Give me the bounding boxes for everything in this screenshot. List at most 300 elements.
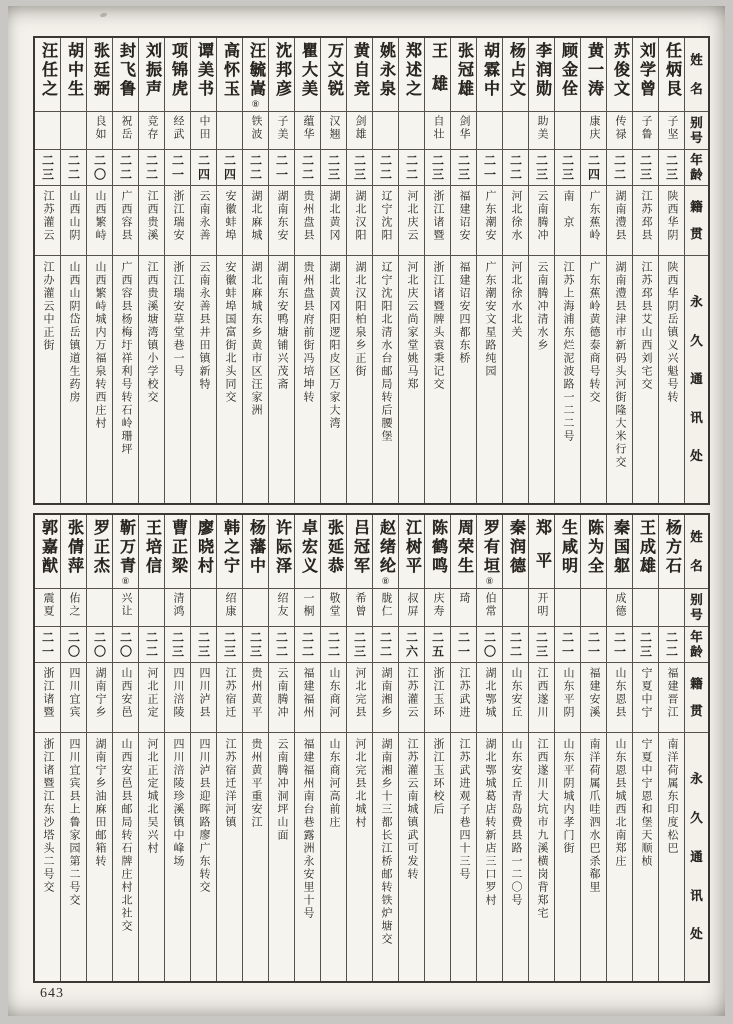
native-place-cell-text: 河北正定 (146, 667, 158, 719)
native-place-cell-text: 山东恩县 (614, 667, 626, 719)
age-cell-text: 二一 (40, 631, 55, 659)
alias-cell-text: 传禄 (614, 115, 626, 141)
address-cell (581, 255, 606, 503)
native-place-cell-text: 江西贵溪 (146, 190, 158, 242)
age-cell-text: 二五 (430, 631, 445, 659)
native-place-cell (87, 185, 112, 255)
alias-cell-text: 良如 (94, 115, 106, 141)
annotation-mark: ⑧ (121, 576, 130, 586)
name-cell (217, 38, 242, 111)
address-cell (477, 255, 502, 503)
age-cell-text: 二二 (118, 154, 133, 182)
address-cell (607, 255, 632, 503)
native-place-cell (113, 662, 138, 732)
age-cell-text: 二二 (508, 631, 523, 659)
name-cell-text: 张廷弼 (91, 42, 109, 99)
address-cell (347, 255, 372, 503)
native-place-cell (61, 185, 86, 255)
address-cell (581, 732, 606, 981)
age-cell-text: 二四 (222, 154, 237, 182)
name-cell (529, 515, 554, 588)
address-cell-text: 辽宁沈阳北清水台邮局转后腰堡 (380, 261, 392, 443)
name-cell (633, 38, 658, 111)
name-cell (269, 515, 294, 588)
name-cell-text: 郑平 (533, 519, 551, 585)
alias-cell-text: 佑之 (68, 592, 80, 618)
header-char: 贯 (690, 703, 703, 718)
header-column (684, 38, 708, 503)
alias-cell (61, 111, 86, 149)
address-cell (217, 732, 242, 981)
age-cell (87, 626, 112, 662)
age-cell (139, 149, 164, 185)
native-place-cell (113, 185, 138, 255)
name-cell-text: 陈为全 (585, 519, 603, 576)
alias-cell (399, 588, 424, 626)
address-cell (295, 255, 320, 503)
header-alias (685, 111, 708, 149)
age-cell (87, 149, 112, 185)
name-cell-text: 生咸明 (559, 519, 577, 576)
person-column (320, 38, 346, 503)
alias-cell (555, 588, 580, 626)
alias-cell (477, 111, 502, 149)
age-cell (139, 626, 164, 662)
native-place-cell (425, 662, 450, 732)
native-place-cell (269, 185, 294, 255)
alias-cell (373, 588, 398, 626)
native-place-cell (451, 662, 476, 732)
native-place-cell (633, 662, 658, 732)
age-cell (113, 149, 138, 185)
name-cell (451, 515, 476, 588)
address-cell (503, 732, 528, 981)
age-cell-text: 二一 (612, 631, 627, 659)
alias-cell-text: 康庆 (588, 115, 600, 141)
age-cell (503, 626, 528, 662)
age-cell (529, 626, 554, 662)
name-cell-text: 罗有垣 (481, 519, 499, 576)
person-column (424, 38, 450, 503)
native-place-cell-text: 浙江玉环 (432, 667, 444, 719)
native-place-cell-text: 云南腾冲 (536, 190, 548, 242)
address-cell (633, 255, 658, 503)
age-cell (451, 149, 476, 185)
person-column (320, 515, 346, 981)
person-column (60, 38, 86, 503)
header-char: 年 (690, 153, 703, 167)
native-place-cell-text: 贵州黄平 (250, 667, 262, 719)
age-cell-text: 二二 (326, 631, 341, 659)
name-cell-text: 郭嘉猷 (39, 519, 57, 576)
native-place-cell-text: 山西繁峙 (94, 190, 106, 242)
name-cell-text: 张倩萍 (65, 519, 83, 576)
person-column (502, 515, 528, 981)
age-cell (555, 149, 580, 185)
header-char: 名 (690, 558, 703, 573)
name-cell (503, 38, 528, 111)
native-place-cell (555, 662, 580, 732)
alias-cell (503, 111, 528, 149)
native-place-cell (295, 185, 320, 255)
header-char: 年 (690, 630, 703, 644)
person-column (632, 38, 658, 503)
native-place-cell (139, 662, 164, 732)
address-cell (87, 255, 112, 503)
native-place-cell (243, 662, 268, 732)
age-cell-text: 二二 (404, 154, 419, 182)
alias-cell (659, 111, 684, 149)
age-cell (321, 626, 346, 662)
header-char: 籍 (690, 676, 703, 691)
native-place-cell (35, 662, 60, 732)
name-cell (425, 515, 450, 588)
name-cell-text: 姚永泉 (377, 42, 395, 99)
native-place-cell (191, 185, 216, 255)
header-char: 讯 (690, 888, 703, 903)
address-cell-text: 山东平阴城内孝门街 (562, 738, 574, 855)
address-cell-text: 浙江诸暨牌头袁秉记交 (432, 261, 444, 391)
person-column (346, 515, 372, 981)
age-cell (607, 626, 632, 662)
age-cell-text: 二三 (326, 154, 341, 182)
native-place-cell (555, 185, 580, 255)
address-cell (607, 732, 632, 981)
address-cell-text: 湖南东安鸭塘铺兴茂斋 (276, 261, 288, 391)
native-place-cell (477, 662, 502, 732)
name-cell (61, 38, 86, 111)
name-cell-text: 杨藩中 (247, 519, 265, 576)
alias-cell (243, 111, 268, 149)
header-char: 别 (690, 593, 703, 607)
address-cell (269, 732, 294, 981)
age-cell (451, 626, 476, 662)
header-native-place (685, 662, 708, 732)
age-cell-text: 二二 (248, 154, 263, 182)
name-cell-text: 黄一涛 (585, 42, 603, 99)
age-cell (35, 626, 60, 662)
address-cell-text: 江苏邳县艾山西刘宅交 (640, 261, 652, 391)
address-cell (191, 732, 216, 981)
address-cell-text: 河北正定城北吴兴村 (146, 738, 158, 855)
address-cell-text: 浙江瑞安草堂巷一号 (172, 261, 184, 378)
header-char: 名 (690, 81, 703, 96)
age-cell (243, 149, 268, 185)
native-place-cell (659, 662, 684, 732)
age-cell-text: 二三 (534, 154, 549, 182)
address-cell-text: 广东蕉岭黄德泰商号转交 (588, 261, 600, 404)
age-cell-text: 二二 (274, 631, 289, 659)
alias-cell (61, 588, 86, 626)
alias-cell-text: 叔屏 (406, 592, 418, 618)
header-address (685, 255, 708, 503)
address-cell (659, 255, 684, 503)
age-cell-text: 二三 (664, 154, 679, 182)
name-cell (295, 38, 320, 111)
native-place-cell (321, 662, 346, 732)
scanned-directory-page (8, 6, 725, 1016)
person-column (190, 38, 216, 503)
native-place-cell (659, 185, 684, 255)
person-column (580, 515, 606, 981)
age-cell (243, 626, 268, 662)
header-char: 籍 (690, 199, 703, 214)
person-column (268, 38, 294, 503)
person-column (86, 38, 112, 503)
name-cell-text: 王成雄 (637, 519, 655, 576)
alias-cell (347, 588, 372, 626)
alias-cell-text: 剑雄 (354, 115, 366, 141)
header-char: 久 (690, 333, 703, 348)
name-cell (451, 38, 476, 111)
person-column (216, 38, 242, 503)
name-cell-text: 胡中生 (65, 42, 83, 99)
native-place-cell-text: 山东平阴 (562, 667, 574, 719)
name-cell-text: 谭美书 (195, 42, 213, 99)
native-place-cell-text: 湖北黄冈 (328, 190, 340, 242)
name-cell-text: 汪毓嵩 (247, 42, 265, 99)
alias-cell (113, 111, 138, 149)
alias-cell (87, 588, 112, 626)
native-place-cell-text: 广东蕉岭 (588, 190, 600, 242)
name-cell (425, 38, 450, 111)
address-cell-text: 山西繁峙城内万福泉转西庄村 (94, 261, 106, 430)
address-cell (451, 732, 476, 981)
address-cell-text: 广西容县杨梅圩祥利号转石岭珊坪 (120, 261, 132, 456)
age-cell (529, 149, 554, 185)
address-cell-text: 江苏灌云南城镇武可发转 (406, 738, 418, 881)
header-char: 处 (690, 927, 703, 942)
age-cell-text: 二一 (482, 154, 497, 182)
person-column (528, 38, 554, 503)
person-column (268, 515, 294, 981)
native-place-cell (347, 662, 372, 732)
age-cell-text: 二〇 (66, 631, 81, 659)
address-cell-text: 湖南宁乡油麻田邮箱转 (94, 738, 106, 868)
person-column (476, 515, 502, 981)
alias-cell (165, 111, 190, 149)
directory-table-bottom (33, 513, 710, 983)
address-cell-text: 福建诏安四都东桥 (458, 261, 470, 365)
name-cell (607, 38, 632, 111)
native-place-cell-text: 四川涪陵 (172, 667, 184, 719)
alias-cell-text: 铁波 (250, 115, 262, 141)
header-char: 号 (690, 130, 703, 145)
age-cell-text: 二三 (248, 631, 263, 659)
native-place-cell-text: 湖南澧县 (614, 190, 626, 242)
address-cell-text: 贵州黄平重安江 (250, 738, 262, 829)
person-column (606, 38, 632, 503)
alias-cell-text: 绍康 (224, 592, 236, 618)
age-cell-text: 二二 (664, 631, 679, 659)
native-place-cell (243, 185, 268, 255)
alias-cell-text: 成德 (614, 592, 626, 618)
address-cell-text: 四川泸县迎晖路廖广东转交 (198, 738, 210, 894)
name-cell (477, 38, 502, 111)
person-column (35, 515, 60, 981)
alias-cell (191, 588, 216, 626)
native-place-cell (295, 662, 320, 732)
native-place-cell (607, 662, 632, 732)
age-cell (347, 626, 372, 662)
address-cell (451, 255, 476, 503)
person-column (606, 515, 632, 981)
name-cell-text: 周荣生 (455, 519, 473, 576)
alias-cell-text: 绍友 (276, 592, 288, 618)
native-place-cell (529, 185, 554, 255)
address-cell (399, 732, 424, 981)
native-place-cell-text: 浙江诸暨 (42, 667, 54, 719)
person-column (554, 38, 580, 503)
native-place-cell-text: 湖北汉阳 (354, 190, 366, 242)
name-cell (555, 38, 580, 111)
native-place-cell (503, 662, 528, 732)
header-address (685, 732, 708, 981)
header-alias (685, 588, 708, 626)
native-place-cell (347, 185, 372, 255)
name-cell-text: 许际泽 (273, 519, 291, 576)
native-place-cell (373, 185, 398, 255)
age-cell (503, 149, 528, 185)
address-cell (425, 255, 450, 503)
name-cell-text: 刘学曾 (637, 42, 655, 99)
alias-cell (659, 588, 684, 626)
alias-cell (425, 111, 450, 149)
name-cell-text: 黄自竞 (351, 42, 369, 99)
native-place-cell (321, 185, 346, 255)
alias-cell-text: 希曾 (354, 592, 366, 618)
age-cell (191, 149, 216, 185)
age-cell-text: 二一 (586, 631, 601, 659)
name-cell-text: 王培信 (143, 519, 161, 576)
name-cell (659, 515, 684, 588)
age-cell-text: 二一 (170, 154, 185, 182)
age-cell (321, 149, 346, 185)
alias-cell-text: 胧仁 (380, 592, 392, 618)
ink-speck (100, 12, 108, 18)
address-cell-text: 河北徐水北关 (510, 261, 522, 339)
address-cell-text: 河北完县北城村 (354, 738, 366, 829)
name-cell-text: 任炳艮 (663, 42, 681, 99)
name-cell-text: 项锦虎 (169, 42, 187, 99)
address-cell-text: 湖南湘乡十三都长江桥邮转铁炉塘交 (380, 738, 392, 946)
native-place-cell-text: 云南腾冲 (276, 667, 288, 719)
alias-cell (607, 111, 632, 149)
alias-cell-text: 经武 (172, 115, 184, 141)
age-cell (633, 149, 658, 185)
native-place-cell (581, 185, 606, 255)
address-cell (373, 255, 398, 503)
native-place-cell-text: 福建晋江 (666, 667, 678, 719)
alias-cell (503, 588, 528, 626)
age-cell-text: 二二 (144, 631, 159, 659)
alias-cell-text: 竞存 (146, 115, 158, 141)
alias-cell-text: 祝岳 (120, 115, 132, 141)
age-cell-text: 二三 (430, 154, 445, 182)
name-cell-text: 郑述之 (403, 42, 421, 99)
annotation-mark: ⑧ (251, 99, 260, 109)
header-char: 姓 (690, 530, 703, 544)
address-cell (503, 255, 528, 503)
age-cell-text: 二二 (300, 631, 315, 659)
alias-cell (581, 111, 606, 149)
native-place-cell-text: 浙江诸暨 (432, 190, 444, 242)
person-column (424, 515, 450, 981)
age-cell-text: 二〇 (482, 631, 497, 659)
alias-cell-text: 子鲁 (640, 115, 652, 141)
name-cell-text: 廖晓村 (195, 519, 213, 576)
age-cell-text: 二六 (404, 631, 419, 659)
name-cell-text: 罗正杰 (91, 519, 109, 576)
alias-cell (87, 111, 112, 149)
header-column (684, 515, 708, 981)
alias-cell (217, 588, 242, 626)
native-place-cell-text: 河北庆云 (406, 190, 418, 242)
name-cell-text: 沈邦彦 (273, 42, 291, 99)
age-cell-text: 二四 (586, 154, 601, 182)
alias-cell-text: 汉翘 (328, 115, 340, 141)
native-place-cell (35, 185, 60, 255)
header-native-place (685, 185, 708, 255)
name-cell-text: 王雄 (429, 42, 447, 108)
person-column (632, 515, 658, 981)
name-cell (321, 38, 346, 111)
address-cell-text: 云南腾冲清水乡 (536, 261, 548, 352)
name-cell (555, 515, 580, 588)
name-cell-text: 刘振声 (143, 42, 161, 99)
native-place-cell (87, 662, 112, 732)
alias-cell (451, 111, 476, 149)
age-cell-text: 二一 (456, 631, 471, 659)
address-cell (87, 732, 112, 981)
address-cell-text: 湖北鄂城葛店转新店三口罗村 (484, 738, 496, 907)
name-cell (581, 515, 606, 588)
annotation-mark: ⑧ (381, 576, 390, 586)
name-cell (113, 38, 138, 111)
age-cell-text: 二一 (560, 631, 575, 659)
native-place-cell-text: 江苏灌云 (406, 667, 418, 719)
address-cell-text: 宁夏中宁恩和堡天顺桢 (640, 738, 652, 868)
age-cell (191, 626, 216, 662)
alias-cell-text: 敬堂 (328, 592, 340, 618)
native-place-cell-text: 湖南东安 (276, 190, 288, 242)
name-cell-text: 陈鹤鸣 (429, 519, 447, 576)
name-cell-text: 瞿大美 (299, 42, 317, 99)
native-place-cell-text: 湖南宁乡 (94, 667, 106, 719)
age-cell (425, 626, 450, 662)
name-cell-text: 赵绪纶 (377, 519, 395, 576)
native-place-cell-text: 浙江瑞安 (172, 190, 184, 242)
header-char: 姓 (690, 53, 703, 67)
age-cell (607, 149, 632, 185)
native-place-cell (165, 185, 190, 255)
native-place-cell (165, 662, 190, 732)
age-cell-text: 二二 (508, 154, 523, 182)
native-place-cell (373, 662, 398, 732)
name-cell (373, 38, 398, 111)
alias-cell (321, 588, 346, 626)
native-place-cell (633, 185, 658, 255)
age-cell-text: 二四 (196, 154, 211, 182)
page-number: 643 (40, 986, 64, 1001)
alias-cell (295, 111, 320, 149)
header-char: 别 (690, 116, 703, 130)
age-cell-text: 二三 (352, 154, 367, 182)
name-cell-text: 胡霖中 (481, 42, 499, 99)
name-cell-text: 吕冠军 (351, 519, 369, 576)
name-cell (87, 515, 112, 588)
native-place-cell (139, 185, 164, 255)
